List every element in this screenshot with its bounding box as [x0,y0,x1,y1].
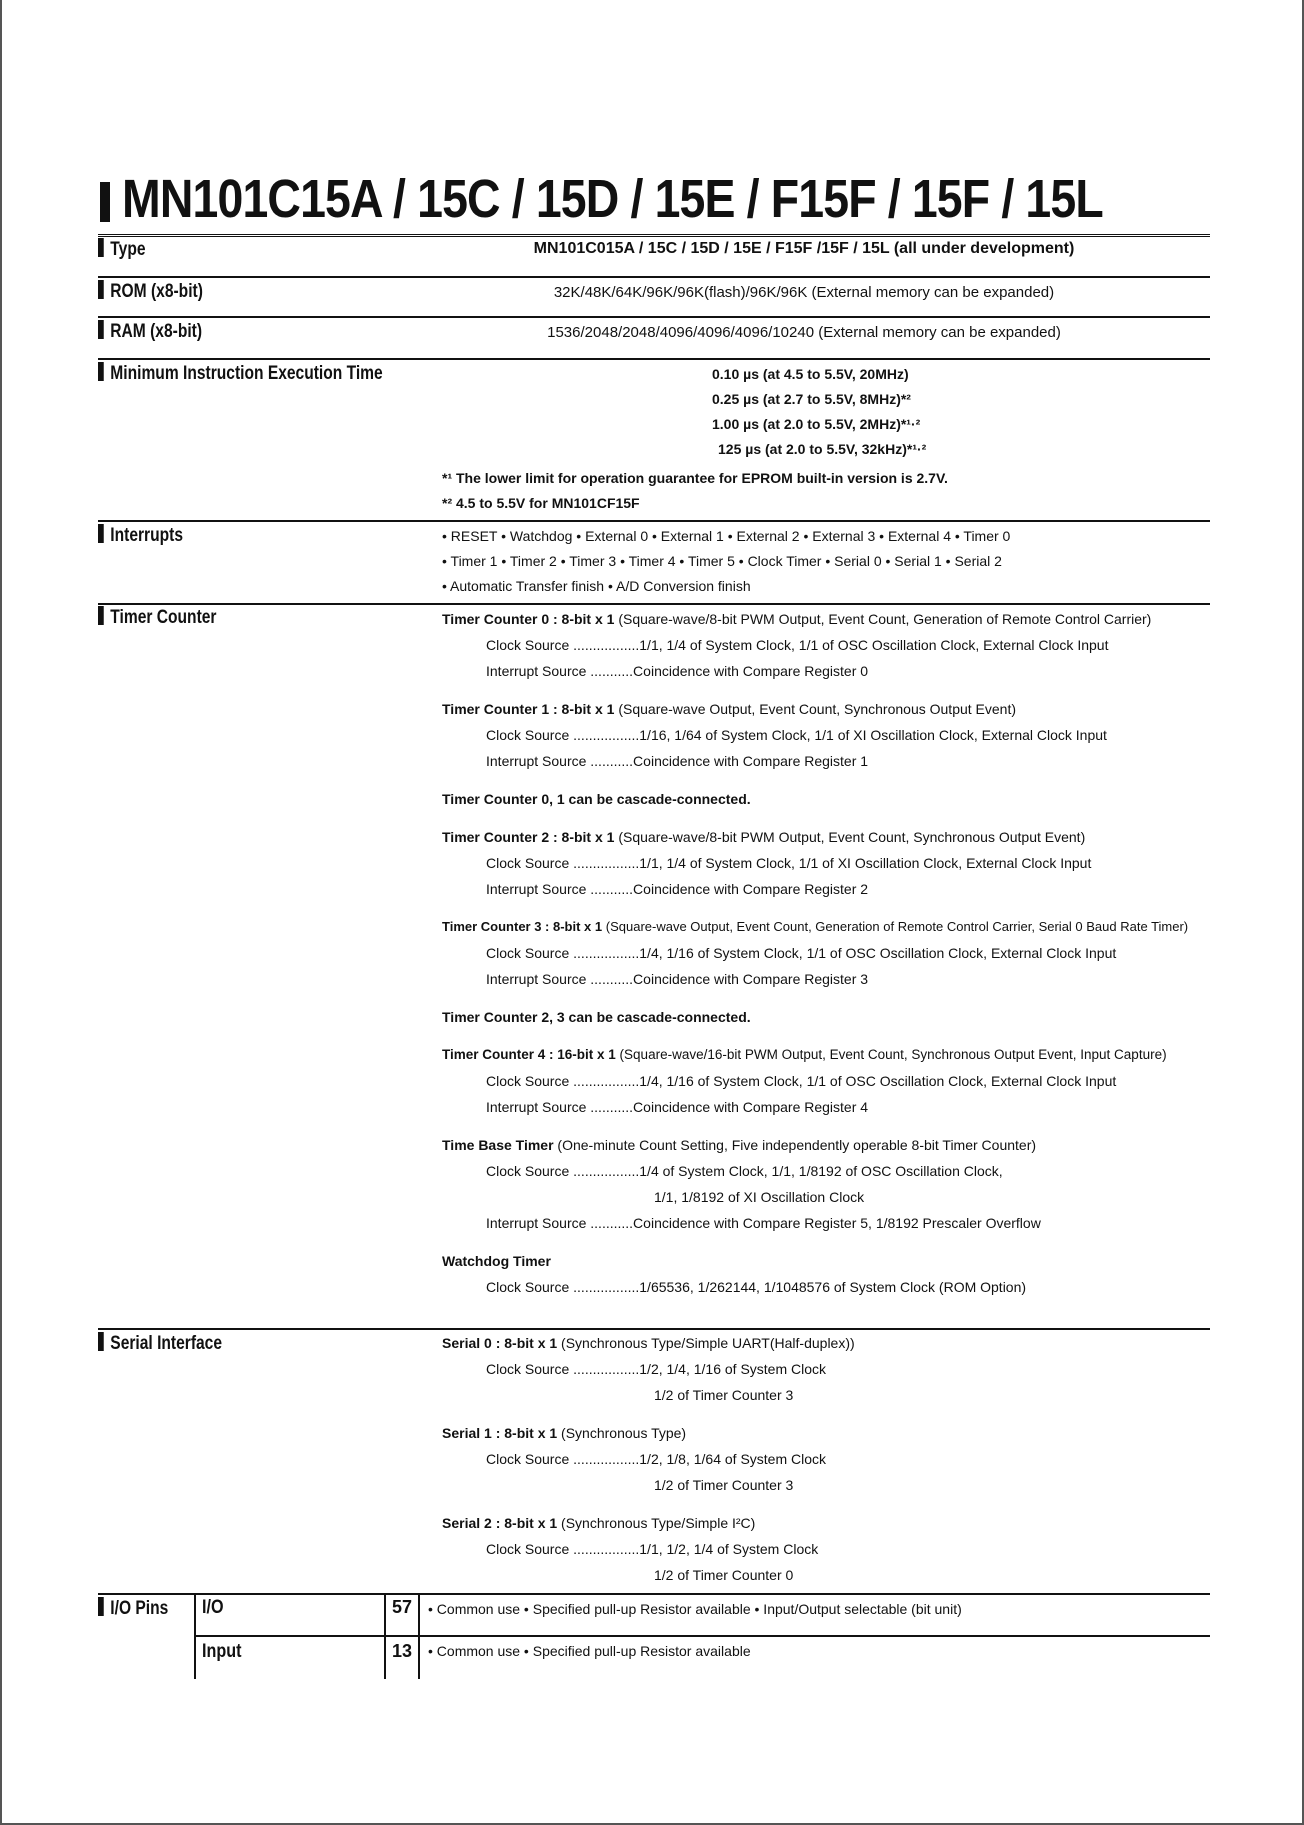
tc2-head: Timer Counter 2 : 8-bit x 1 [442,829,615,845]
min-exec-line: 1.00 µs (at 2.0 to 5.5V, 2MHz)*¹·² [712,416,921,432]
wdt-head: Watchdog Timer [442,1253,551,1269]
tbt-desc: (One-minute Count Setting, Five independently operable 8-bit Timer Counter) [553,1137,1037,1153]
io-pins-label: I/O Pins [98,1597,168,1620]
tc3-interrupt: Interrupt Source ...........Coincidence with Compare Register 3 [486,971,869,987]
serial-label: Serial Interface [98,1332,222,1355]
cascade-note-01: Timer Counter 0, 1 can be cascade-connected. [442,791,751,807]
tc0-clock: Clock Source .................1/1, 1/4 of System Clock, 1/1 of OSC Oscillation Clock, External Clock Input [486,637,1109,653]
tbt-clock2: 1/1, 1/8192 of XI Oscillation Clock [654,1189,865,1205]
ram-value: 1536/2048/2048/4096/4096/4096/10240 (External memory can be expanded) [547,324,1061,341]
s2-clock: Clock Source .................1/1, 1/2, 1/4 of System Clock [486,1541,819,1557]
tc2-clock: Clock Source .................1/1, 1/4 of System Clock, 1/1 of XI Oscillation Clock, External Clock Input [486,855,1092,871]
wdt-clock: Clock Source .................1/65536, 1/262144, 1/1048576 of System Clock (ROM Option) [486,1279,1027,1295]
min-exec-line: 0.25 µs (at 2.7 to 5.5V, 8MHz)*² [712,391,911,407]
io-column-divider [418,1595,420,1679]
tc4-clock: Clock Source .................1/4, 1/16 of System Clock, 1/1 of OSC Oscillation Clock, External Clock Input [486,1073,1117,1089]
tc1-head: Timer Counter 1 : 8-bit x 1 [442,701,615,717]
tc1-clock: Clock Source .................1/16, 1/64 of System Clock, 1/1 of XI Oscillation Clock, External Clock Input [486,727,1107,743]
tc3-desc: (Square-wave Output, Event Count, Generation of Remote Control Carrier, Serial 0 Baud Rate Timer) [602,919,1189,934]
s0-clock2: 1/2 of Timer Counter 3 [654,1387,794,1403]
io-row-desc: • Common use • Specified pull-up Resistor available [428,1643,751,1659]
footnote: *² 4.5 to 5.5V for MN101CF15F [442,495,640,511]
serial-content [442,1330,855,1588]
io-row-desc: • Common use • Specified pull-up Resistor available • Input/Output selectable (bit unit) [428,1601,962,1617]
row-serial [98,1330,1210,1592]
tc0-desc: (Square-wave/8-bit PWM Output, Event Count, Generation of Remote Control Carrier) [614,611,1152,627]
divider [98,276,1210,278]
footnote: *¹ The lower limit for operation guarantee for EPROM built-in version is 2.7V. [442,470,948,486]
s0-head: Serial 0 : 8-bit x 1 [442,1335,558,1351]
min-exec-values [712,362,926,462]
min-exec-notes [442,466,948,516]
type-label: Type [98,238,146,261]
interrupts-label: Interrupts [98,524,183,547]
tc1-interrupt: Interrupt Source ...........Coincidence with Compare Register 1 [486,753,869,769]
checkbox-square-icon [100,182,110,222]
tc4-head: Timer Counter 4 : 16-bit x 1 [442,1047,616,1062]
rom-value: 32K/48K/64K/96K/96K(flash)/96K/96K (External memory can be expanded) [553,284,1055,301]
row-ram [98,320,1210,356]
rom-label: ROM (x8-bit) [98,280,203,303]
title-row [100,168,1212,230]
divider [98,316,1210,318]
divider [98,358,1210,360]
min-exec-line: 125 µs (at 2.0 to 5.5V, 32kHz)*¹·² [718,441,927,457]
s2-desc: (Synchronous Type/Simple I²C) [557,1515,756,1531]
s1-desc: (Synchronous Type) [557,1425,687,1441]
s0-clock: Clock Source .................1/2, 1/4, 1/16 of System Clock [486,1361,827,1377]
s2-clock2: 1/2 of Timer Counter 0 [654,1567,794,1583]
io-row-divider [194,1635,1210,1637]
tc1-desc: (Square-wave Output, Event Count, Synchronous Output Event) [614,701,1017,717]
type-value: MN101C015A / 15C / 15D / 15E / F15F /15F / 15L (all under development) [533,240,1075,257]
s0-desc: (Synchronous Type/Simple UART(Half-duplex)) [557,1335,855,1351]
divider [98,603,1210,605]
row-rom [98,280,1210,314]
s2-head: Serial 2 : 8-bit x 1 [442,1515,558,1531]
tc3-clock: Clock Source .................1/4, 1/16 of System Clock, 1/1 of OSC Oscillation Clock, External Clock Input [486,945,1117,961]
row-min-exec [98,362,1210,518]
min-exec-label: Minimum Instruction Execution Time [98,362,383,385]
io-row-count: 57 [391,1597,413,1617]
timer-counter-content [442,606,1188,1300]
io-row-count: 13 [391,1641,413,1661]
row-timer-counter [98,606,1210,1326]
row-interrupts [98,524,1210,602]
tc4-interrupt: Interrupt Source ...........Coincidence with Compare Register 4 [486,1099,869,1115]
tc2-interrupt: Interrupt Source ...........Coincidence with Compare Register 2 [486,881,869,897]
io-column-divider [384,1595,386,1679]
cascade-note-23: Timer Counter 2, 3 can be cascade-connected. [442,1009,751,1025]
divider [98,520,1210,522]
ram-label: RAM (x8-bit) [98,320,202,343]
tc0-interrupt: Interrupt Source ...........Coincidence with Compare Register 0 [486,663,869,679]
tbt-clock: Clock Source .................1/4 of System Clock, 1/1, 1/8192 of OSC Oscillation Clock, [486,1163,1003,1179]
min-exec-line: 0.10 µs (at 4.5 to 5.5V, 20MHz) [712,366,909,382]
io-row-name: Input [202,1641,242,1662]
tbt-head: Time Base Timer [442,1137,554,1153]
row-io-pins [98,1595,1210,1679]
timer-counter-label: Timer Counter [98,606,217,629]
interrupt-line: • Timer 1 • Timer 2 • Timer 3 • Timer 4 • Timer 5 • Clock Timer • Serial 0 • Serial 1 • Serial 2 [442,553,1002,569]
tbt-interrupt: Interrupt Source ...........Coincidence with Compare Register 5, 1/8192 Prescaler Overflow [486,1215,1041,1231]
s1-clock: Clock Source .................1/2, 1/8, 1/64 of System Clock [486,1451,827,1467]
interrupt-line: • RESET • Watchdog • External 0 • External 1 • External 2 • External 3 • External 4 • Timer 0 [442,528,1011,544]
row-type [98,238,1210,274]
page-title: MN101C15A / 15C / 15D / 15E / F15F / 15F / 15L [122,169,1103,229]
interrupt-line: • Automatic Transfer finish • A/D Conversion finish [442,578,751,594]
divider [98,234,1210,237]
io-row-name: I/O [202,1597,224,1618]
s1-clock2: 1/2 of Timer Counter 3 [654,1477,794,1493]
io-column-divider [194,1595,196,1679]
s1-head: Serial 1 : 8-bit x 1 [442,1425,558,1441]
tc3-head: Timer Counter 3 : 8-bit x 1 [442,919,603,934]
tc4-desc: (Square-wave/16-bit PWM Output, Event Count, Synchronous Output Event, Input Capture) [615,1047,1167,1062]
tc0-head: Timer Counter 0 : 8-bit x 1 [442,611,615,627]
interrupts-list [442,524,1010,599]
tc2-desc: (Square-wave/8-bit PWM Output, Event Count, Synchronous Output Event) [614,829,1086,845]
